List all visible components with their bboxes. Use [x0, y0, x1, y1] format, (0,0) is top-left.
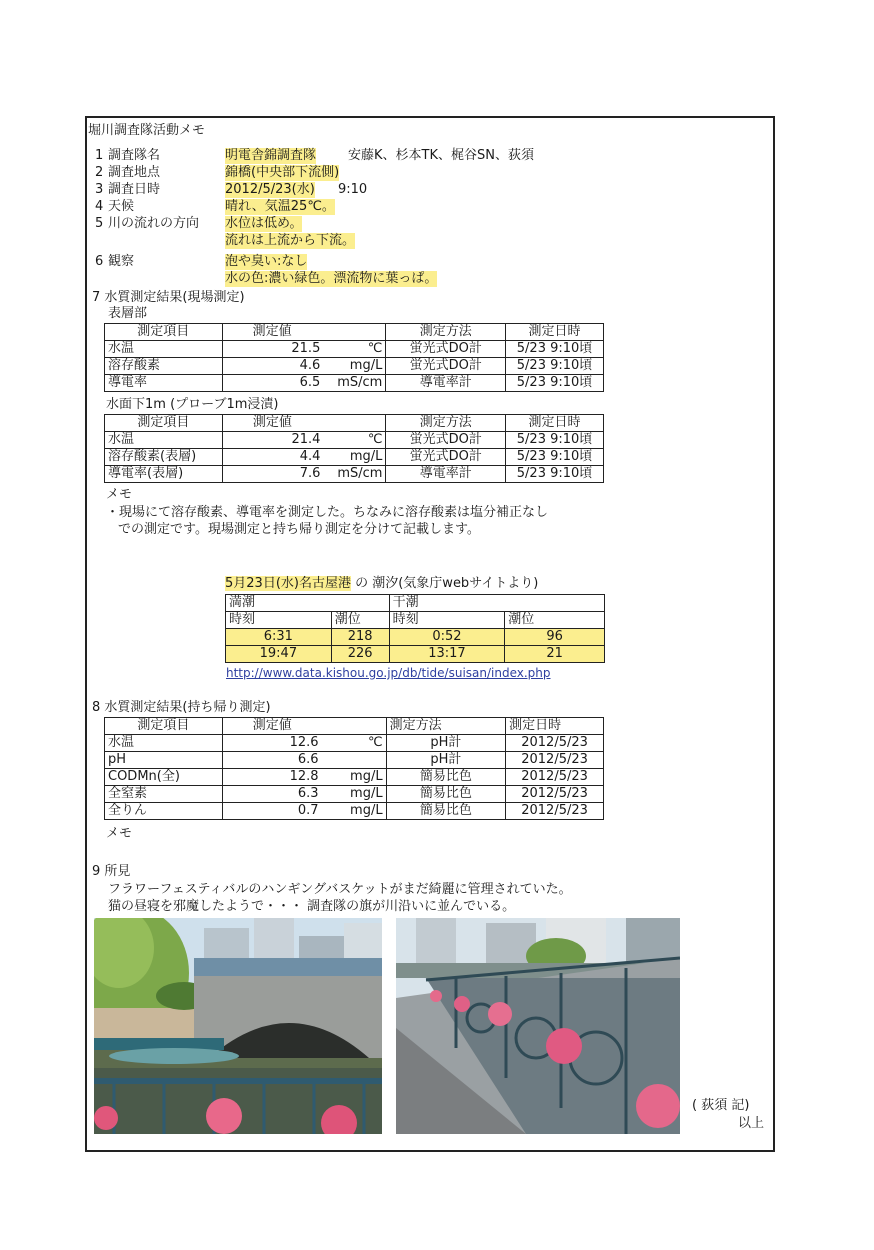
info-label-observation: 観察 — [108, 254, 135, 269]
header-item: 測定項目 — [105, 415, 223, 432]
header-method: 測定方法 — [386, 415, 506, 432]
value-cell: 0.7 mg/L — [222, 803, 386, 820]
header-value: 測定値 — [222, 718, 386, 735]
date-cell: 5/23 9:10頃 — [506, 341, 604, 358]
tide-row — [226, 629, 605, 646]
header-method: 測定方法 — [386, 718, 506, 735]
method-cell: pH計 — [386, 752, 506, 769]
survey-location: 錦橋(中央部下流側) — [225, 165, 340, 180]
info-label-team: 調査隊名 — [108, 148, 161, 163]
date-cell: 5/23 9:10頃 — [506, 449, 604, 466]
tide-title-date-port: 5月23日(水)名古屋港 — [225, 576, 351, 591]
info-no-6: 6 — [95, 254, 104, 269]
table-row — [105, 432, 604, 449]
section7-memo-line1: ・現場にて溶存酸素、導電率を測定した。ちなみに溶存酸素は塩分補正なし — [106, 505, 549, 520]
value-cell: 6.5 mS/cm — [222, 375, 386, 392]
low-level-cell: 21 — [505, 646, 605, 663]
section8-memo-label: メモ — [106, 826, 133, 841]
date-cell: 5/23 9:10頃 — [506, 432, 604, 449]
method-cell: 蛍光式DO計 — [386, 432, 506, 449]
item-cell: CODMn(全) — [105, 769, 223, 786]
table-row — [105, 449, 604, 466]
weather-value: 晴れ、気温25℃。 — [225, 199, 335, 214]
value-cell: 21.4 ℃ — [222, 432, 386, 449]
info-no-2: 2 — [95, 165, 104, 180]
high-time-header: 時刻 — [226, 612, 332, 629]
info-label-weather: 天候 — [108, 199, 135, 214]
table-row — [105, 769, 604, 786]
surface-table — [104, 323, 604, 392]
high-level-header: 潮位 — [331, 612, 389, 629]
date-cell: 5/23 9:10頃 — [506, 375, 604, 392]
table-row — [105, 735, 604, 752]
value-cell: 12.8 mg/L — [222, 769, 386, 786]
low-time-header: 時刻 — [389, 612, 505, 629]
item-cell: pH — [105, 752, 223, 769]
below-surface-table — [104, 414, 604, 483]
riverside-photo — [396, 918, 680, 1134]
section7-heading: 7 水質測定結果(現場測定) — [92, 290, 245, 305]
header-method: 測定方法 — [386, 324, 506, 341]
team-members: 安藤K、杉本TK、梶谷SN、荻須 — [348, 148, 534, 163]
info-no-5: 5 — [95, 216, 104, 231]
method-cell: 簡易比色 — [386, 769, 506, 786]
header-date: 測定日時 — [506, 324, 604, 341]
value-cell: 6.3 mg/L — [222, 786, 386, 803]
high-tide-label: 満潮 — [226, 595, 390, 612]
table-row — [105, 358, 604, 375]
team-name: 明電舎錦調査隊 — [225, 148, 317, 163]
info-no-4: 4 — [95, 199, 104, 214]
below-surface-label: 水面下1m (プローブ1m浸漬) — [106, 397, 279, 412]
tide-title — [225, 576, 538, 592]
header-item: 測定項目 — [105, 718, 223, 735]
end-mark: 以上 — [738, 1116, 765, 1131]
info-label-location: 調査地点 — [108, 165, 161, 180]
item-cell: 導電率(表層) — [105, 466, 223, 483]
smell-observation: 泡や臭い:なし — [225, 254, 308, 269]
table-row — [105, 466, 604, 483]
low-level-header: 潮位 — [505, 612, 605, 629]
high-level-cell: 226 — [331, 646, 389, 663]
value-cell: 6.6 — [222, 752, 386, 769]
table-row — [105, 786, 604, 803]
author-signature: ( 荻須 記) — [692, 1098, 750, 1113]
survey-date: 2012/5/23(水) — [225, 182, 315, 197]
header-date: 測定日時 — [506, 415, 604, 432]
date-cell: 2012/5/23 — [506, 735, 604, 752]
surface-label: 表層部 — [108, 306, 148, 321]
flow-direction: 流れは上流から下流。 — [225, 233, 356, 248]
item-cell: 導電率 — [105, 375, 223, 392]
low-time-cell: 0:52 — [389, 629, 505, 646]
method-cell: 蛍光式DO計 — [386, 449, 506, 466]
memo-title: 堀川調査隊活動メモ — [88, 123, 206, 138]
table-row — [105, 341, 604, 358]
item-cell: 溶存酸素 — [105, 358, 223, 375]
survey-time: 9:10 — [338, 182, 368, 197]
section7-memo-line2: での測定です。現場測定と持ち帰り測定を分けて記載します。 — [118, 522, 480, 537]
table-row — [105, 375, 604, 392]
table-row — [105, 803, 604, 820]
tide-group-row — [226, 595, 605, 612]
findings-line2: 猫の昼寝を邪魔したようで・・・ 調査隊の旗が川沿いに並んでいる。 — [108, 899, 516, 914]
item-cell: 溶存酸素(表層) — [105, 449, 223, 466]
high-time-cell: 6:31 — [226, 629, 332, 646]
method-cell: pH計 — [386, 735, 506, 752]
method-cell: 蛍光式DO計 — [386, 341, 506, 358]
value-cell: 12.6 ℃ — [222, 735, 386, 752]
section7-memo-label: メモ — [106, 487, 133, 502]
item-cell: 水温 — [105, 735, 223, 752]
table-header-row — [105, 415, 604, 432]
takeback-table — [104, 717, 604, 820]
method-cell: 簡易比色 — [386, 803, 506, 820]
header-value: 測定値 — [222, 324, 386, 341]
table-header-row — [105, 718, 604, 735]
date-cell: 5/23 9:10頃 — [506, 358, 604, 375]
high-time-cell: 19:47 — [226, 646, 332, 663]
item-cell: 全窒素 — [105, 786, 223, 803]
info-label-flow: 川の流れの方向 — [108, 216, 200, 231]
date-cell: 2012/5/23 — [506, 752, 604, 769]
method-cell: 導電率計 — [386, 466, 506, 483]
value-cell: 7.6 mS/cm — [222, 466, 386, 483]
low-time-cell: 13:17 — [389, 646, 505, 663]
bridge-photo — [94, 918, 382, 1134]
info-no-3: 3 — [95, 182, 104, 197]
item-cell: 水温 — [105, 341, 223, 358]
water-level: 水位は低め。 — [225, 216, 303, 231]
value-cell: 4.6 mg/L — [222, 358, 386, 375]
header-date: 測定日時 — [506, 718, 604, 735]
date-cell: 2012/5/23 — [506, 803, 604, 820]
value-cell: 4.4 mg/L — [222, 449, 386, 466]
info-no-1: 1 — [95, 148, 104, 163]
info-label-datetime: 調査日時 — [108, 182, 161, 197]
method-cell: 簡易比色 — [386, 786, 506, 803]
water-color-observation: 水の色:濃い緑色。漂流物に葉っぱ。 — [225, 271, 438, 286]
findings-line1: フラワーフェスティバルのハンギングバスケットがまだ綺麗に管理されていた。 — [108, 882, 572, 897]
tide-row — [226, 646, 605, 663]
date-cell: 2012/5/23 — [506, 786, 604, 803]
header-value: 測定値 — [222, 415, 386, 432]
value-cell: 21.5 ℃ — [222, 341, 386, 358]
section9-heading: 9 所見 — [92, 864, 131, 879]
tide-title-source: の 潮汐(気象庁webサイトより) — [350, 576, 539, 591]
date-cell: 5/23 9:10頃 — [506, 466, 604, 483]
method-cell: 蛍光式DO計 — [386, 358, 506, 375]
table-row — [105, 752, 604, 769]
high-level-cell: 218 — [331, 629, 389, 646]
low-tide-label: 干潮 — [389, 595, 604, 612]
low-level-cell: 96 — [505, 629, 605, 646]
tide-table — [225, 594, 605, 663]
section8-heading: 8 水質測定結果(持ち帰り測定) — [92, 700, 271, 715]
method-cell: 導電率計 — [386, 375, 506, 392]
item-cell: 水温 — [105, 432, 223, 449]
item-cell: 全りん — [105, 803, 223, 820]
date-cell: 2012/5/23 — [506, 769, 604, 786]
tide-source-link[interactable]: http://www.data.kishou.go.jp/db/tide/suisan/index.php — [226, 666, 551, 680]
tide-header-row — [226, 612, 605, 629]
table-header-row — [105, 324, 604, 341]
header-item: 測定項目 — [105, 324, 223, 341]
